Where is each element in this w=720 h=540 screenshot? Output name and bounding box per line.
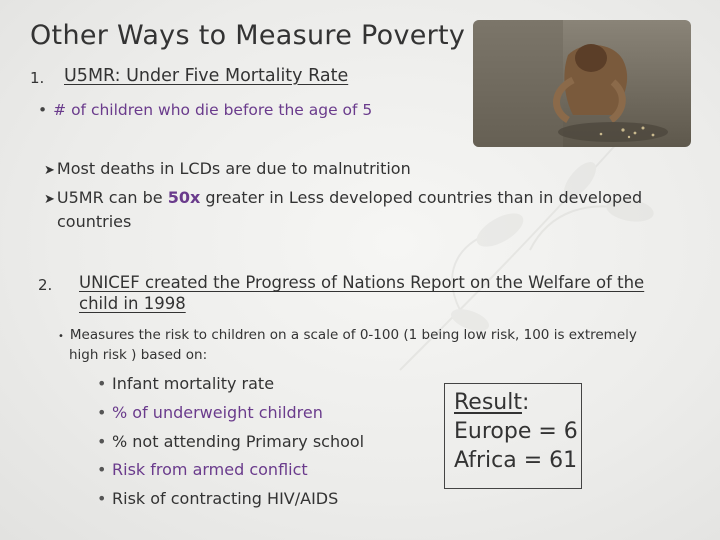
bullet-dot-icon: • <box>38 101 48 119</box>
result-heading <box>454 388 581 417</box>
criterion-text: % of underweight children <box>112 403 323 422</box>
result-europe: Europe = 6 <box>454 419 578 444</box>
criterion-item <box>97 460 308 479</box>
arrow-bullet-icon: ➤ <box>44 163 55 178</box>
bullet-dot-icon: • <box>97 460 107 479</box>
arrow-point-2-highlight: 50x <box>167 188 201 207</box>
criterion-item <box>97 489 339 508</box>
criterion-item <box>97 374 275 393</box>
item-2-heading-line-1: UNICEF created the Progress of Nations Report on the Welfare of the <box>79 273 645 292</box>
criterion-text: Risk from armed conflict <box>112 460 308 479</box>
criterion-text: % not attending Primary school <box>112 432 365 451</box>
item-1-number: 1. <box>30 69 45 87</box>
result-box <box>444 383 582 489</box>
result-label: Result <box>454 390 522 415</box>
criterion-item <box>97 403 323 422</box>
item-1-heading: U5MR: Under Five Mortality Rate <box>64 66 349 86</box>
bullet-dot-icon: • <box>97 432 107 451</box>
measures-line-1: Measures the risk to children on a scale of 0-100 (1 being low risk, 100 is extremely <box>69 327 637 343</box>
result-africa: Africa = 61 <box>454 448 578 473</box>
criterion-text: Risk of contracting HIV/AIDS <box>112 489 339 508</box>
bullet-dot-icon: • <box>97 374 107 393</box>
slide-title: Other Ways to Measure Poverty <box>30 20 466 51</box>
arrow-point-2-continued: countries <box>57 212 132 231</box>
result-colon: : <box>521 390 530 415</box>
arrow-bullet-icon: ➤ <box>44 192 55 207</box>
item-1-bullet-text: # of children who die before the age of 5 <box>53 101 373 119</box>
arrow-point-1 <box>44 159 411 178</box>
arrow-point-1-text: Most deaths in LCDs are due to malnutrition <box>56 159 411 178</box>
child-eating-photo <box>473 20 691 147</box>
measures-description <box>58 326 708 365</box>
small-bullet-icon: • <box>58 331 64 342</box>
child-eating-photo-art <box>473 20 691 147</box>
item-2-heading-line-2: child in 1998 <box>79 294 186 313</box>
criterion-text: Infant mortality rate <box>112 374 275 393</box>
item-1-bullet <box>38 101 372 119</box>
measures-line-2: high risk ) based on: <box>69 347 208 363</box>
arrow-point-2 <box>44 188 642 207</box>
item-2-heading <box>79 272 679 314</box>
criterion-item <box>97 432 365 451</box>
arrow-point-2-before: U5MR can be <box>56 188 168 207</box>
arrow-point-2-after: greater in Less developed countries than in developed <box>200 188 643 207</box>
item-2-number: 2. <box>38 276 53 294</box>
bullet-dot-icon: • <box>97 489 107 508</box>
bullet-dot-icon: • <box>97 403 107 422</box>
